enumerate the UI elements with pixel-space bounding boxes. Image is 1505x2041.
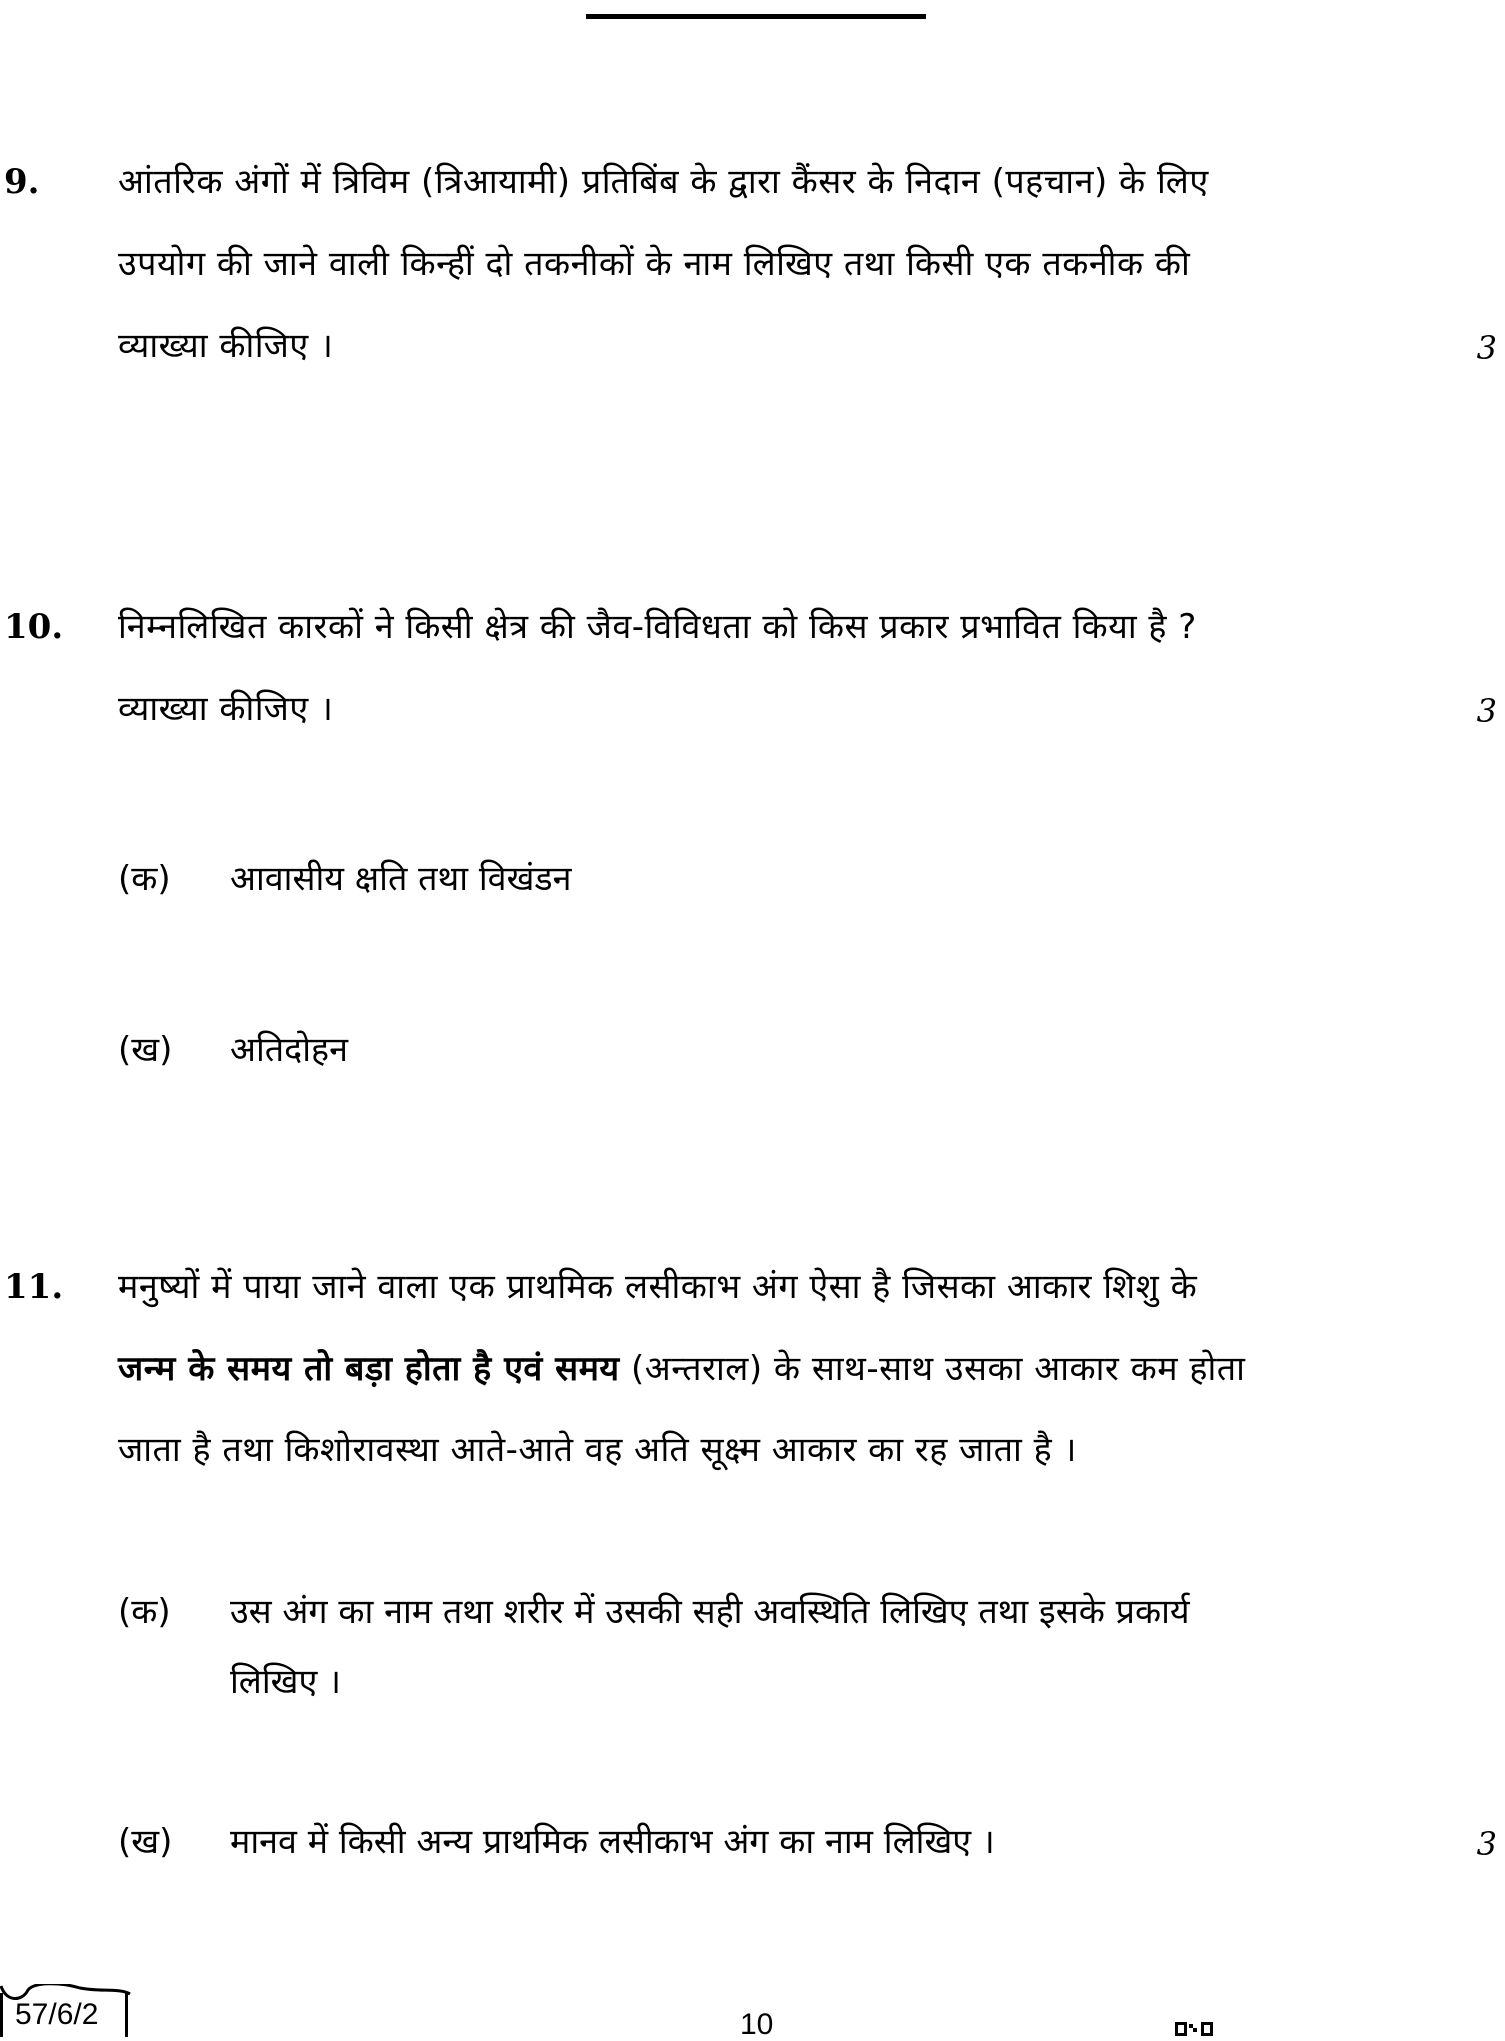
question-text-line: आंतरिक अंगों में त्रिविम (त्रिआयामी) प्रतिबिंब के द्वारा कैंसर के निदान (पहचान) के लिए — [118, 162, 1209, 202]
question-text-line — [118, 1347, 1245, 1391]
question-text-fragment: (अन्तराल) के साथ-साथ उसका आकार कम होता — [630, 1349, 1246, 1389]
question-number: 10. — [4, 607, 64, 647]
question-text-line: निम्नलिखित कारकों ने किसी क्षेत्र की जैव-विविधता को किस प्रकार प्रभावित किया है ? — [118, 607, 1197, 647]
question-text-line: व्याख्या कीजिए । — [118, 326, 334, 366]
paper-code: 57/6/2 — [0, 1993, 128, 2037]
top-divider-rule — [586, 14, 926, 19]
question-number: 9. — [4, 162, 40, 202]
question-text-line: जाता है तथा किशोरावस्था आते-आते वह अति सूक्ष्म आकार का रह जाता है । — [118, 1430, 1077, 1470]
marks-label: 3 — [1476, 329, 1497, 367]
page-number: 10 — [740, 2008, 774, 2041]
sub-part-text: अतिदोहन — [230, 1030, 348, 1070]
sub-part-label: (क) — [118, 1592, 171, 1632]
marks-label: 3 — [1476, 692, 1497, 730]
sub-part-text: उस अंग का नाम तथा शरीर में उसकी सही अवस्थिति लिखिए तथा इसके प्रकार्य — [230, 1592, 1190, 1632]
sub-part-text-continued: लिखिए । — [230, 1662, 341, 1702]
question-number: 11. — [4, 1267, 64, 1307]
sub-part-label: (क) — [118, 859, 171, 899]
sub-part-text: मानव में किसी अन्य प्राथमिक लसीकाभ अंग का नाम लिखिए । — [230, 1822, 995, 1862]
sub-part-label: (ख) — [118, 1822, 173, 1862]
sub-part-text: आवासीय क्षति तथा विखंडन — [230, 859, 572, 899]
emphasized-phrase: जन्म के समय तो बड़ा होता है एवं समय — [118, 1349, 620, 1389]
question-text-line: मनुष्यों में पाया जाने वाला एक प्राथमिक लसीकाभ अंग ऐसा है जिसका आकार शिशु के — [118, 1267, 1198, 1307]
question-text-line: उपयोग की जाने वाली किन्हीं दो तकनीकों के नाम लिखिए तथा किसी एक तकनीक की — [118, 244, 1191, 284]
question-text-line: व्याख्या कीजिए । — [118, 689, 334, 729]
marks-label: 3 — [1476, 1825, 1497, 1863]
sub-part-label: (ख) — [118, 1030, 173, 1070]
